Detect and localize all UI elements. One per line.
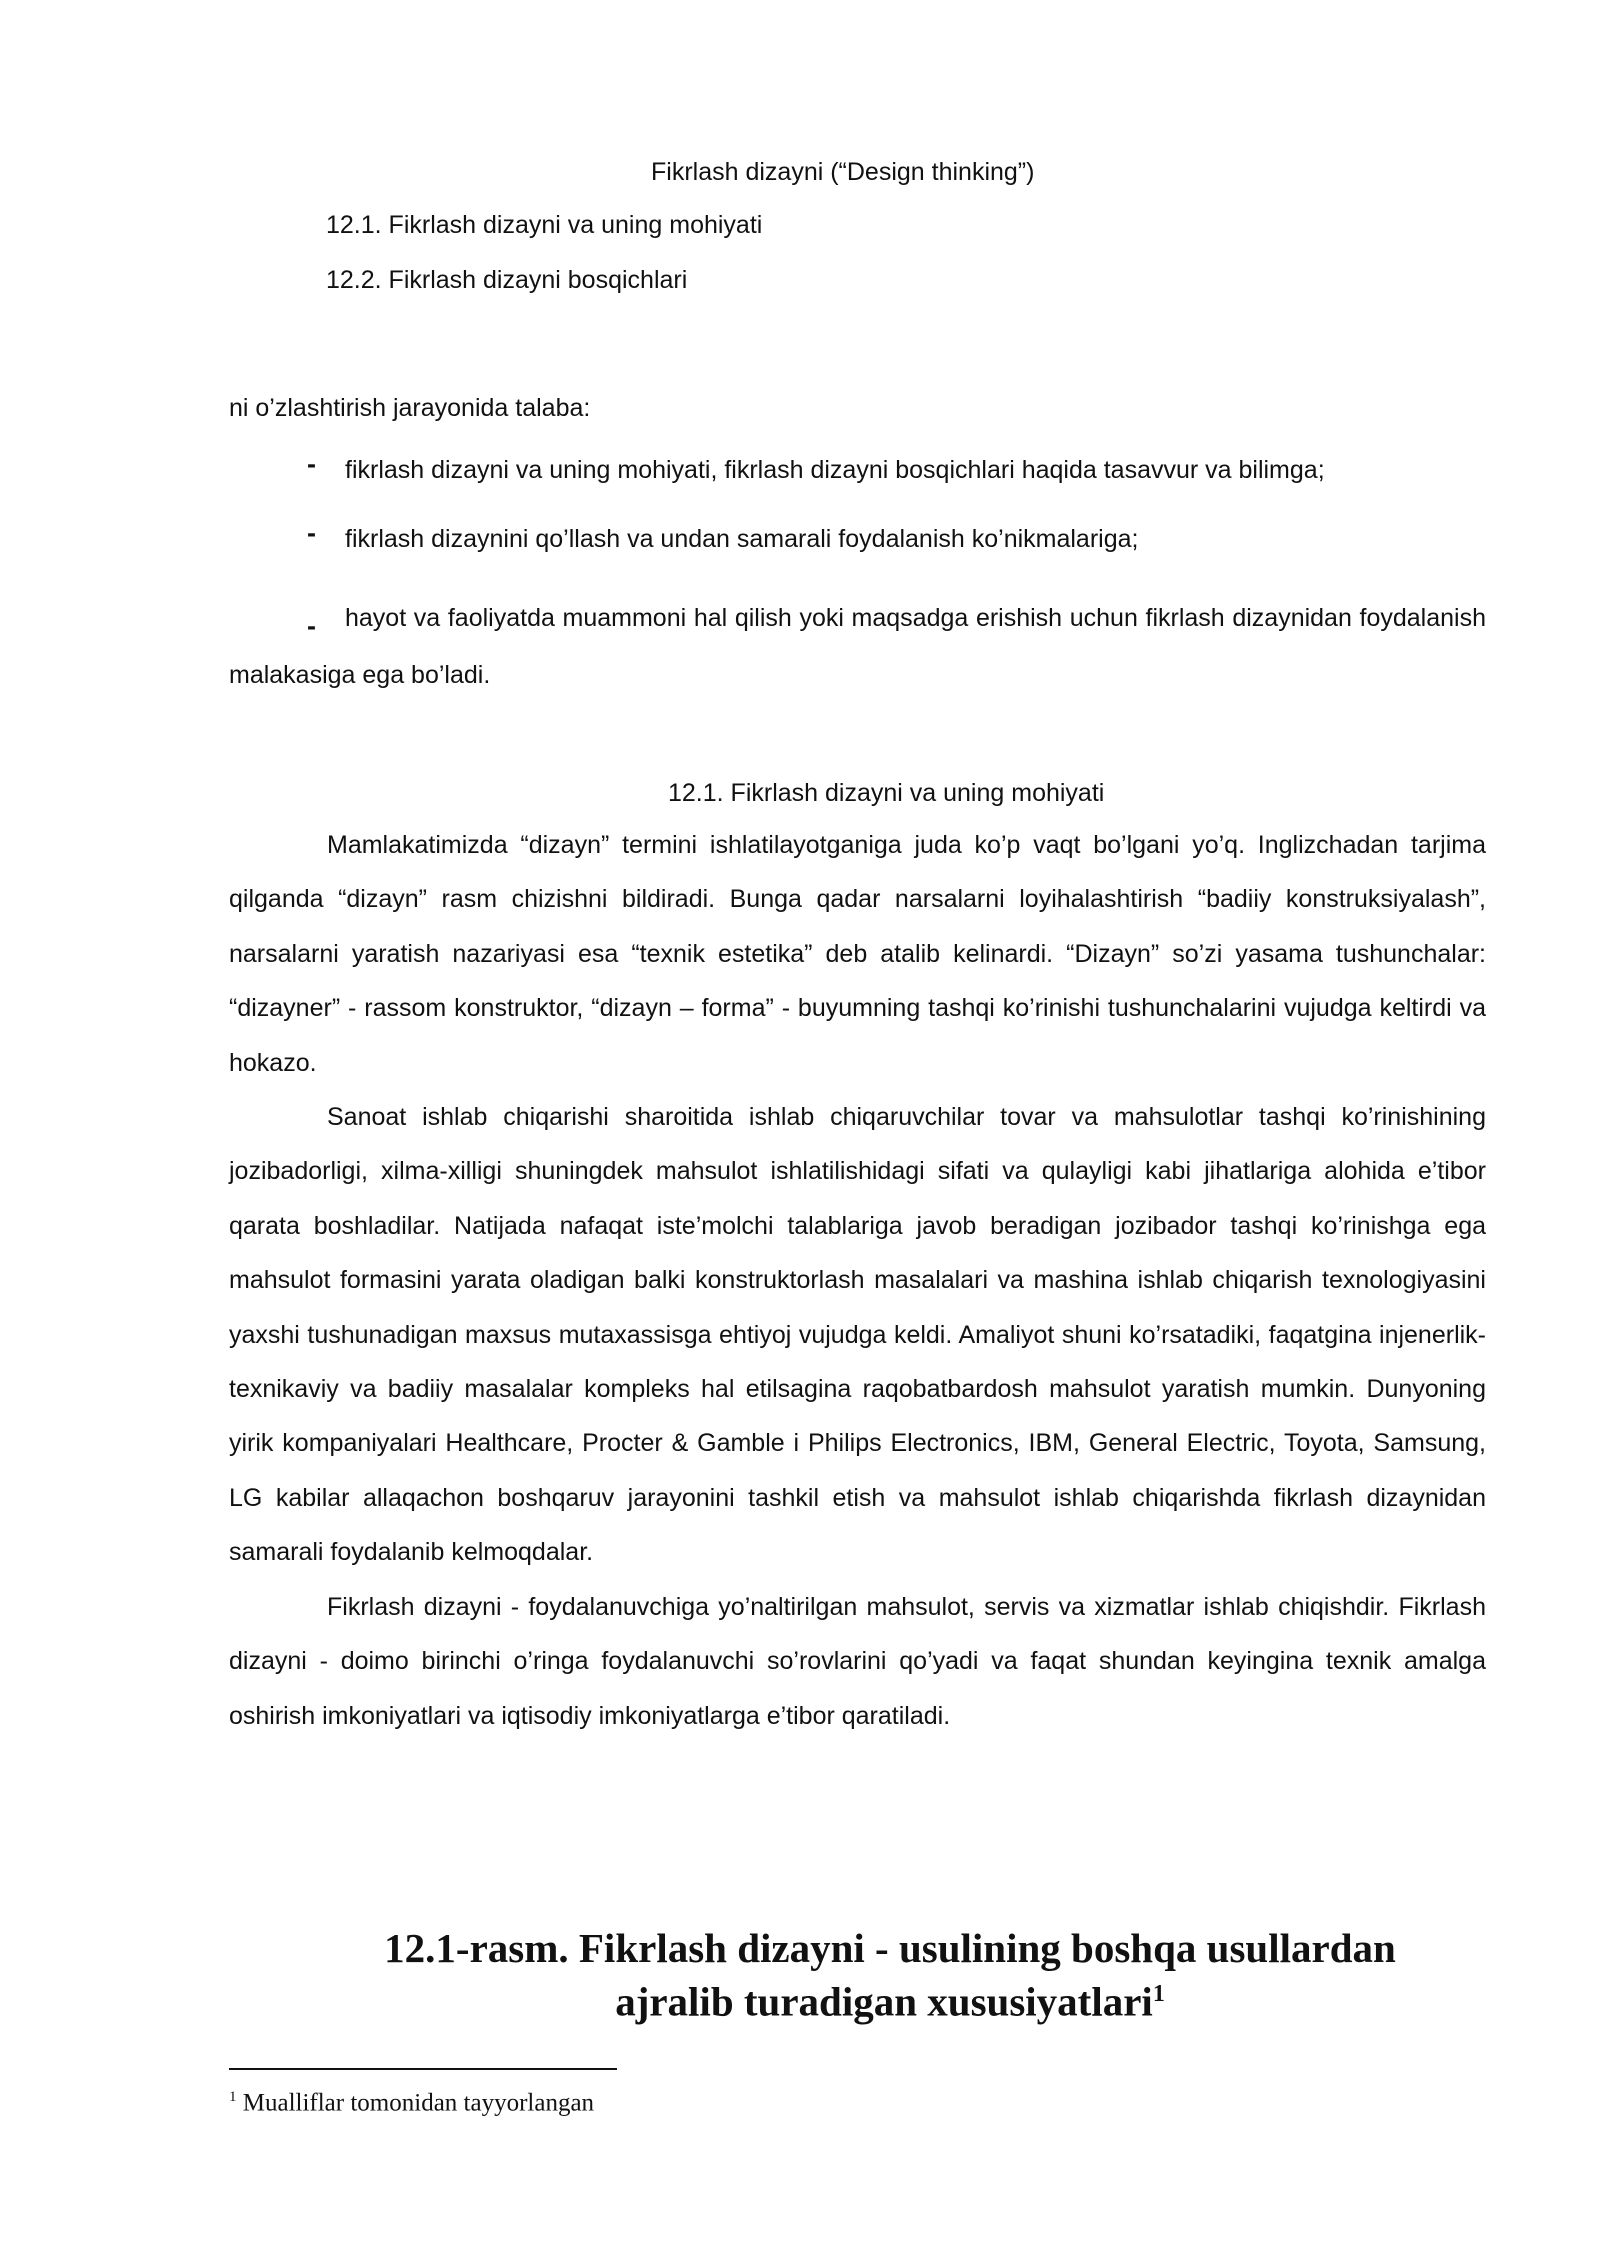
footnote-marker: 1: [229, 2089, 237, 2105]
toc-item-1: 12.1. Fikrlash dizayni va uning mohiyati: [326, 211, 763, 239]
paragraph: Mamlakatimizda “dizayn” termini ishlatilayotganiga juda ko’p vaqt bo’lgani yo’q. Inglizchadan tarjima qilganda “dizayn” rasm chizishni bildiradi. Bunga qadar narsalarni loyihalashtirish “badiiy konstruksiyalash”, narsalarni yaratish nazariyasi esa “texnik estetika” deb atalib kelinardi. “Dizayn” so’zi yasama tushunchalar: “dizayner” - rassom konstruktor, “dizayn – forma” - buyumning tashqi ko’rinishi tushunchalarini vujudga keltirdi va hokazo.: [229, 831, 1486, 1077]
toc-item-2: 12.2. Fikrlash dizayni bosqichlari: [326, 266, 688, 294]
list-item-text: fikrlash dizayni va uning mohiyati, fikrlash dizayni bosqichlari haqida tasavvur va bilimga;: [345, 456, 1325, 484]
list-item-text: hayot va faoliyatda muammoni hal qilish yoki maqsadga erishish uchun fikrlash dizaynidan foydalanish malakasiga ega bo’ladi.: [229, 604, 1486, 689]
list-item: [229, 590, 1486, 704]
section-heading: 12.1. Fikrlash dizayni va uning mohiyati: [668, 779, 1105, 807]
footnote-text: Mualliflar tomonidan tayyorlangan: [242, 2089, 595, 2117]
paragraph: Fikrlash dizayni - foydalanuvchiga yo’naltirilgan mahsulot, servis va xizmatlar ishlab chiqishdir. Fikrlash dizayni - doimo birinchi o’ringa foydalanuvchi so’rovlarini qo’yadi va faqat shundan keyingina texnik amalga oshirish imkoniyatlari va iqtisodiy imkoniyatlarga e’tibor qaratiladi.: [229, 1592, 1486, 1730]
learning-outcomes-intro: ni o’zlashtirish jarayonida talaba:: [229, 394, 591, 422]
list-item-text: fikrlash dizaynini qo’llash va undan samarali foydalanish ko’nikmalariga;: [345, 525, 1139, 553]
footnote-reference: 1: [1152, 1981, 1165, 2007]
paragraph: Sanoat ishlab chiqarishi sharoitida ishlab chiqaruvchilar tovar va mahsulotlar tashqi ko’rinishining jozibadorligi, xilma-xilligi shuningdek mahsulot ishlatilishidagi sifati va qulayligi kabi jihatlariga alohida e’tibor qarata boshladilar. Natijada nafaqat iste’molchi talablariga javob beradigan jozibador tashqi ko’rinishga ega mahsulot formasini yarata oladigan balki konstruktorlash masalalari va mashina ishlab chiqarish texnologiyasini yaxshi tushunadigan maxsus mutaxassisga ehtiyoj vujudga keldi. Amaliyot shuni ko’rsatadiki, faqatgina injenerlik-texnikaviy va badiiy masalalar kompleks hal etilsagina raqobatbardosh mahsulot yaratish mumkin. Dunyoning yirik kompaniyalari Healthcare, Procter & Gamble i Philips Electronics, IBM, General Electric, Toyota, Samsung, LG kabilar allaqachon boshqaruv jarayonini tashkil etish va mahsulot ishlab chiqarishda fikrlash dizaynidan samarali foydalanib kelmoqdalar.: [229, 1103, 1486, 1567]
figure-caption-line-1: 12.1-rasm. Fikrlash dizayni - usulining boshqa usullardan: [384, 1925, 1396, 1971]
bullet-dash: -: [307, 611, 316, 641]
section-body: [229, 818, 1486, 1743]
list-item: [229, 449, 1486, 487]
figure-caption: [300, 1925, 1480, 2025]
footnote-divider: [229, 2068, 617, 2070]
bullet-dash: -: [307, 449, 316, 479]
bullet-dash: -: [307, 518, 316, 548]
list-item: [229, 518, 1486, 556]
figure-caption-text: ajralib turadigan xususiyatlari: [615, 1978, 1153, 2025]
footnote: [229, 2082, 594, 2118]
document-title: Fikrlash dizayni (“Design thinking”): [651, 158, 1035, 186]
figure-caption-line-2: [300, 1971, 1480, 2025]
